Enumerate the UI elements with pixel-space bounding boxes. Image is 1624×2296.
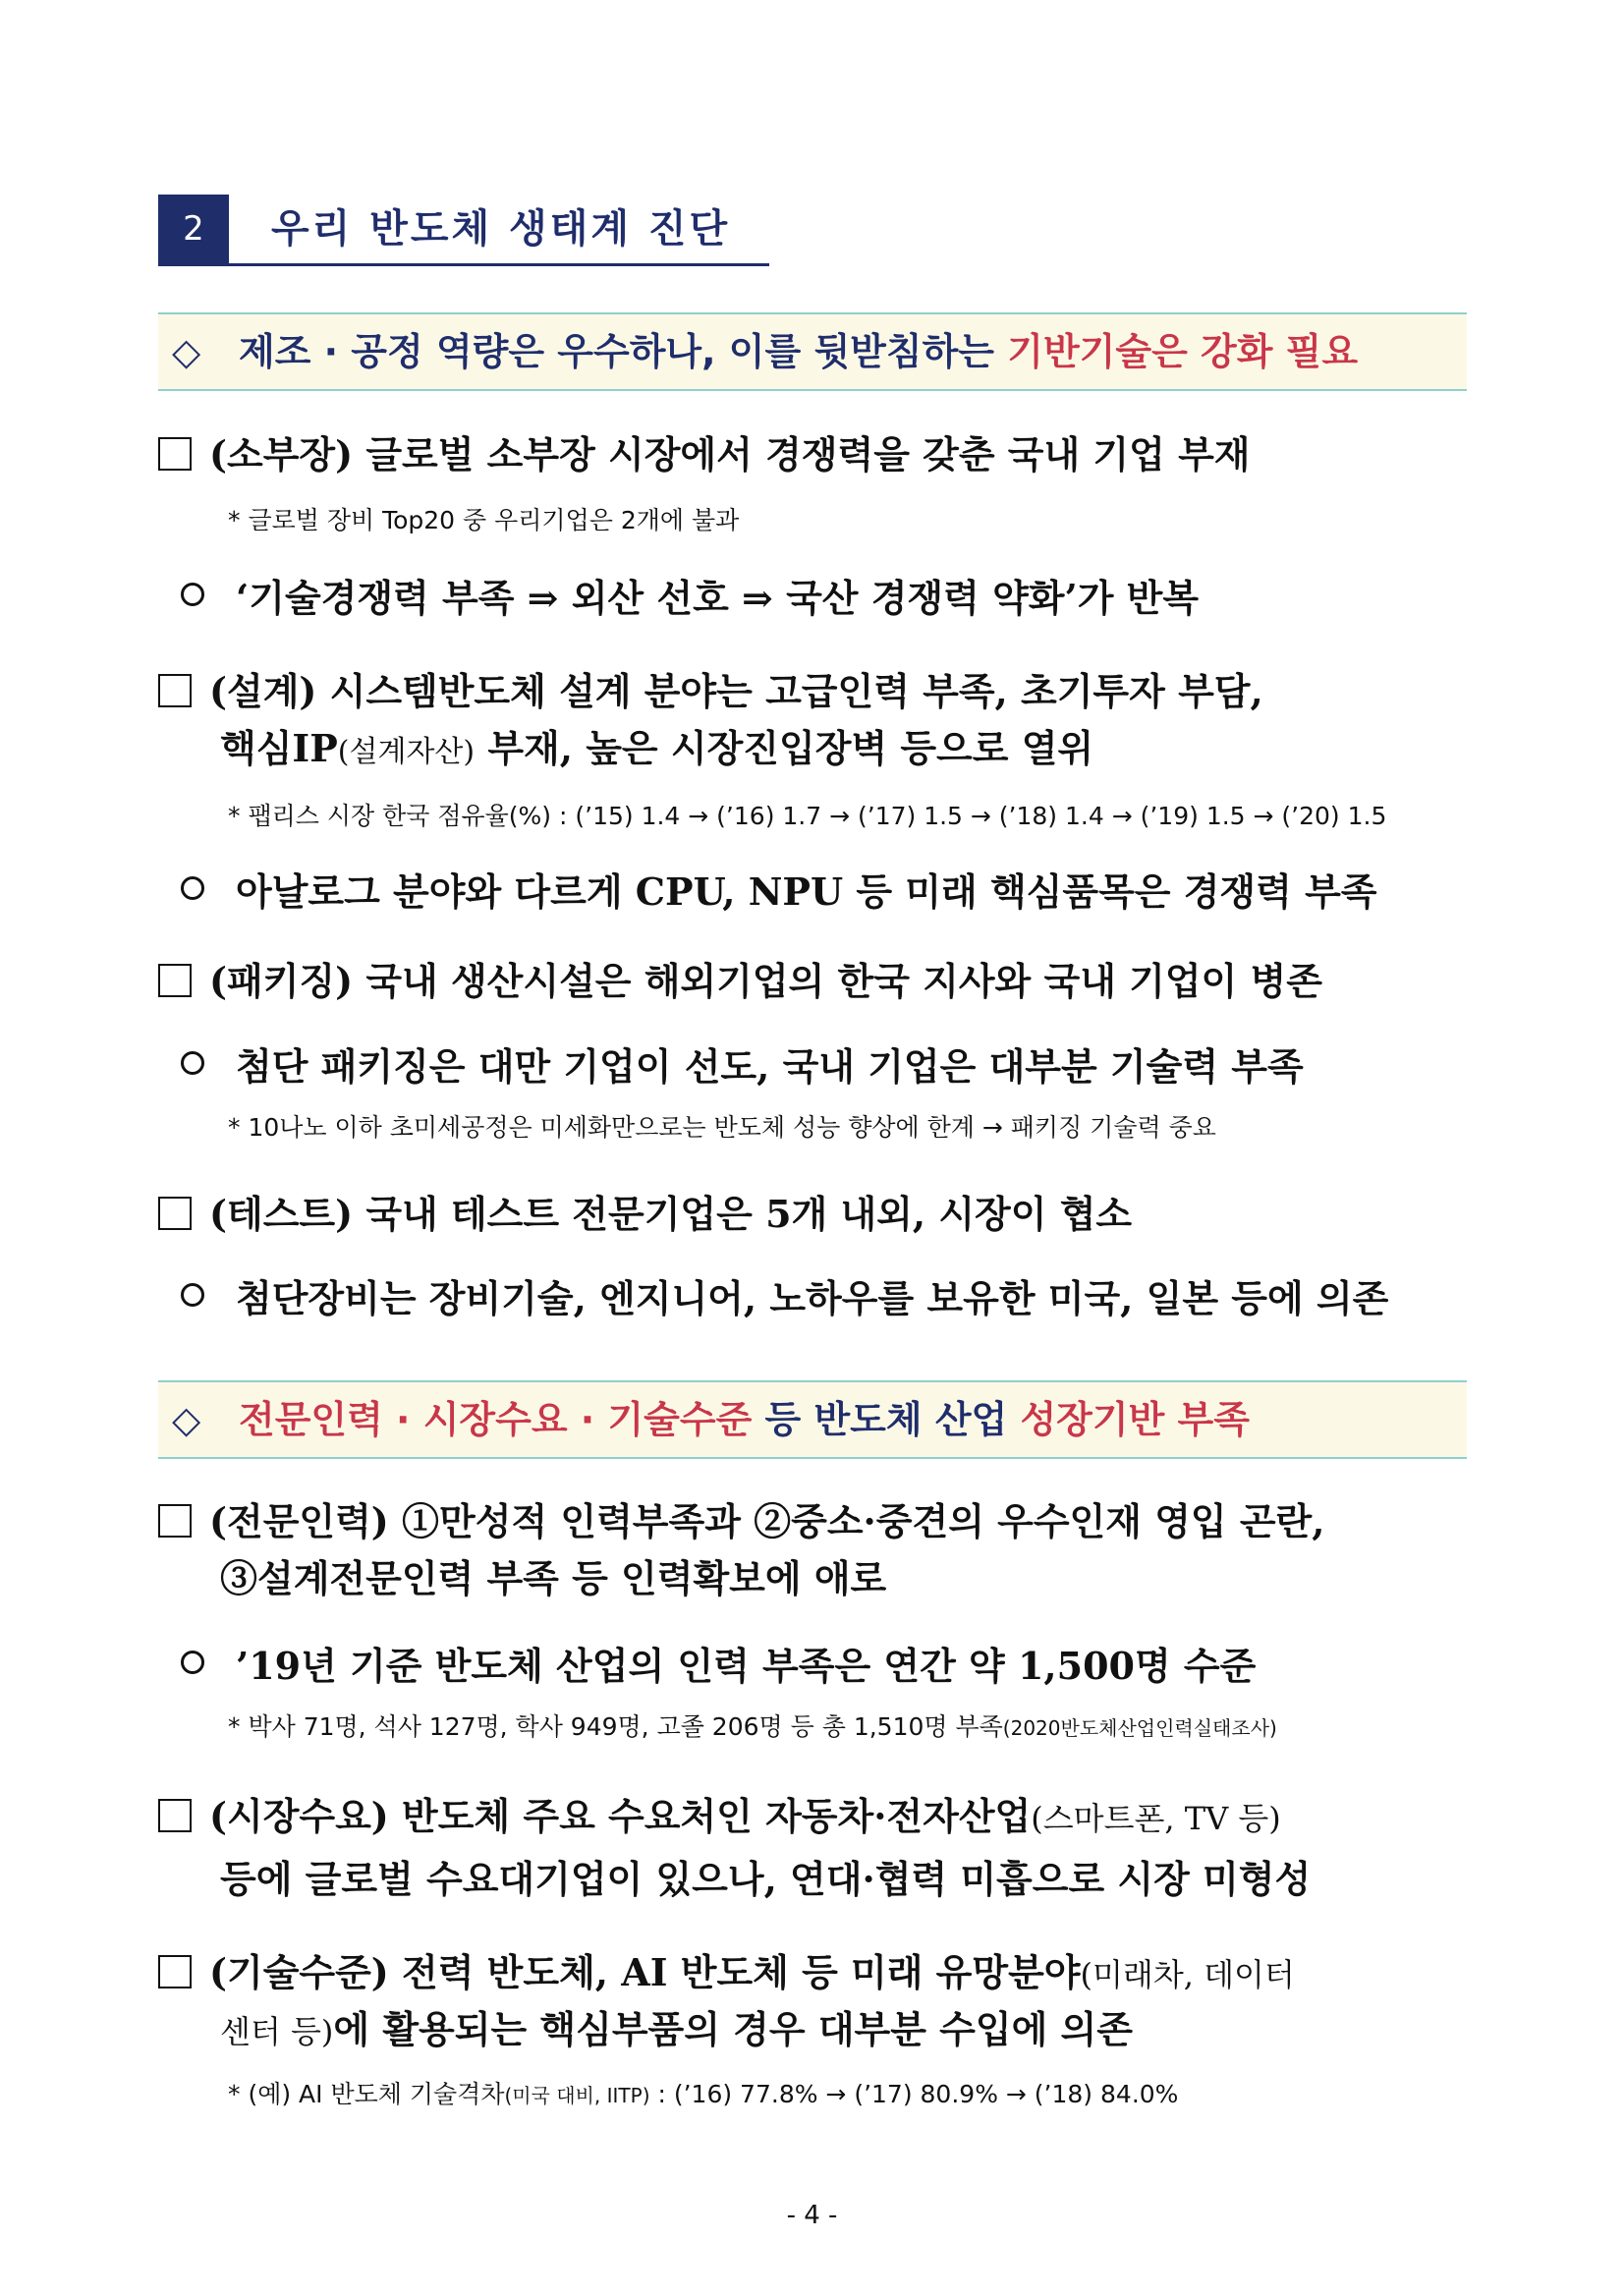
- square-bullet-icon: [158, 1504, 192, 1538]
- square-bullet-icon: [158, 674, 192, 707]
- sub-bullet-equipment: [181, 1268, 1388, 1322]
- banner-text-red: 기반기술은 강화 필요: [1007, 330, 1359, 373]
- sub-bullet-analog: [181, 862, 1377, 916]
- sub-bullet-shortage: [181, 1636, 1256, 1690]
- bullet-design: [158, 661, 1263, 715]
- circle-bullet-icon: [181, 1651, 204, 1674]
- small-text: (미래차, 데이터: [1080, 1956, 1295, 1993]
- diamond-icon: ◇: [172, 1398, 201, 1441]
- circle-bullet-icon: [181, 583, 204, 606]
- bullet-text: (설계) 시스템반도체 설계 분야는 고급인력 부족, 초기투자 부담,: [209, 669, 1263, 713]
- circle-bullet-icon: [181, 876, 204, 900]
- banner-manufacturing: [158, 312, 1467, 391]
- bullet-technology-cont: 센터 등)에 활용되는 핵심부품의 경우 대부분 수입에 의존: [220, 2007, 1133, 2051]
- banner-growth: ◇ 전문인력 · 시장수요 · 기술수준 등 반도체 산업 성장기반 부족: [158, 1380, 1467, 1459]
- sub-bullet-text: ‘기술경쟁력 부족 ⇒ 외산 선호 ⇒ 국산 경쟁력 약화’가 반복: [236, 576, 1200, 620]
- square-bullet-icon: [158, 1197, 192, 1230]
- sub-bullet-cycle: [181, 568, 1199, 622]
- small-text: (스마트폰, TV 등): [1031, 1800, 1281, 1837]
- bullet-technology: [158, 1942, 1295, 1996]
- bullet-materials: [158, 424, 1251, 478]
- bullet-workforce-cont: ③설계전문인력 부족 등 인력확보에 애로: [220, 1556, 887, 1600]
- square-bullet-icon: [158, 1955, 192, 1988]
- square-bullet-icon: [158, 437, 192, 471]
- bullet-text: (시장수요) 반도체 주요 수요처인 자동차·전자산업: [209, 1794, 1032, 1838]
- bullet-design-cont: 핵심IP(설계자산) 부재, 높은 시장진입장벽 등으로 열위: [220, 726, 1094, 770]
- bullet-workforce: [158, 1491, 1325, 1545]
- section-title: 우리 반도체 생태계 진단: [271, 206, 731, 252]
- square-bullet-icon: [158, 964, 192, 997]
- note-fabless-share: * 팹리스 시장 한국 점유율(%) : (’15) 1.4 → (’16) 1.7 → (’17) 1.5 → (’18) 1.4 → (’19) 1.5 → (’20) 1.5: [228, 802, 1387, 830]
- sub-bullet-text: 첨단장비는 장비기술, 엔지니어, 노하우를 보유한 미국, 일본 등에 의존: [236, 1276, 1389, 1320]
- bullet-text: (패키징) 국내 생산시설은 해외기업의 한국 지사와 국내 기업이 병존: [209, 959, 1322, 1003]
- sub-bullet-text: ’19년 기준 반도체 산업의 인력 부족은 연간 약 1,500명 수준: [236, 1644, 1257, 1688]
- circle-bullet-icon: [181, 1051, 204, 1075]
- sub-bullet-packaging: [181, 1036, 1304, 1091]
- diamond-icon: ◇: [172, 330, 201, 373]
- sub-bullet-text: 첨단 패키징은 대만 기업이 선도, 국내 기업은 대부분 기술력 부족: [236, 1044, 1304, 1089]
- section-number: 2: [158, 195, 229, 263]
- bullet-demand: [158, 1786, 1281, 1840]
- bullet-packaging: [158, 951, 1322, 1005]
- circle-bullet-icon: [181, 1283, 204, 1307]
- small-text: (설계자산): [337, 735, 476, 769]
- source-text: (2020반도체산업인력실태조사): [1002, 1716, 1277, 1740]
- bullet-text: (테스트) 국내 테스트 전문기업은 5개 내외, 시장이 협소: [209, 1192, 1133, 1236]
- note-equipment: * 글로벌 장비 Top20 중 우리기업은 2개에 불과: [228, 506, 740, 534]
- bullet-text: (전문인력) ①만성적 인력부족과 ②중소·중견의 우수인재 영입 곤란,: [209, 1499, 1325, 1543]
- note-ai-gap: * (예) AI 반도체 기술격차(미국 대비, IITP) : (’16) 77.8% → (’17) 80.9% → (’18) 84.0%: [228, 2080, 1179, 2108]
- section-header: [158, 195, 769, 266]
- note-packaging: * 10나노 이하 초미세공정은 미세화만으로는 반도체 성능 향상에 한계 → 패키징 기술력 중요: [228, 1113, 1216, 1142]
- note-workforce: * 박사 71명, 석사 127명, 학사 949명, 고졸 206명 등 총 1,510명 부족(2020반도체산업인력실태조사): [228, 1712, 1277, 1741]
- bullet-text: (소부장) 글로벌 소부장 시장에서 경쟁력을 갖춘 국내 기업 부재: [209, 432, 1251, 476]
- banner-text-blue: 제조 · 공정 역량은 우수하나, 이를 뒷받침하는: [239, 330, 1008, 373]
- square-bullet-icon: [158, 1799, 192, 1832]
- sub-bullet-text: 아날로그 분야와 다르게 CPU, NPU 등 미래 핵심품목은 경쟁력 부족: [236, 869, 1377, 914]
- small-text: (미국 대비, IITP): [504, 2084, 650, 2107]
- page-number: - 4 -: [786, 2201, 838, 2230]
- bullet-text: (기술수준) 전력 반도체, AI 반도체 등 미래 유망분야: [209, 1950, 1081, 1994]
- bullet-demand-cont: 등에 글로벌 수요대기업이 있으나, 연대·협력 미흡으로 시장 미형성: [220, 1857, 1312, 1901]
- bullet-test: [158, 1184, 1132, 1238]
